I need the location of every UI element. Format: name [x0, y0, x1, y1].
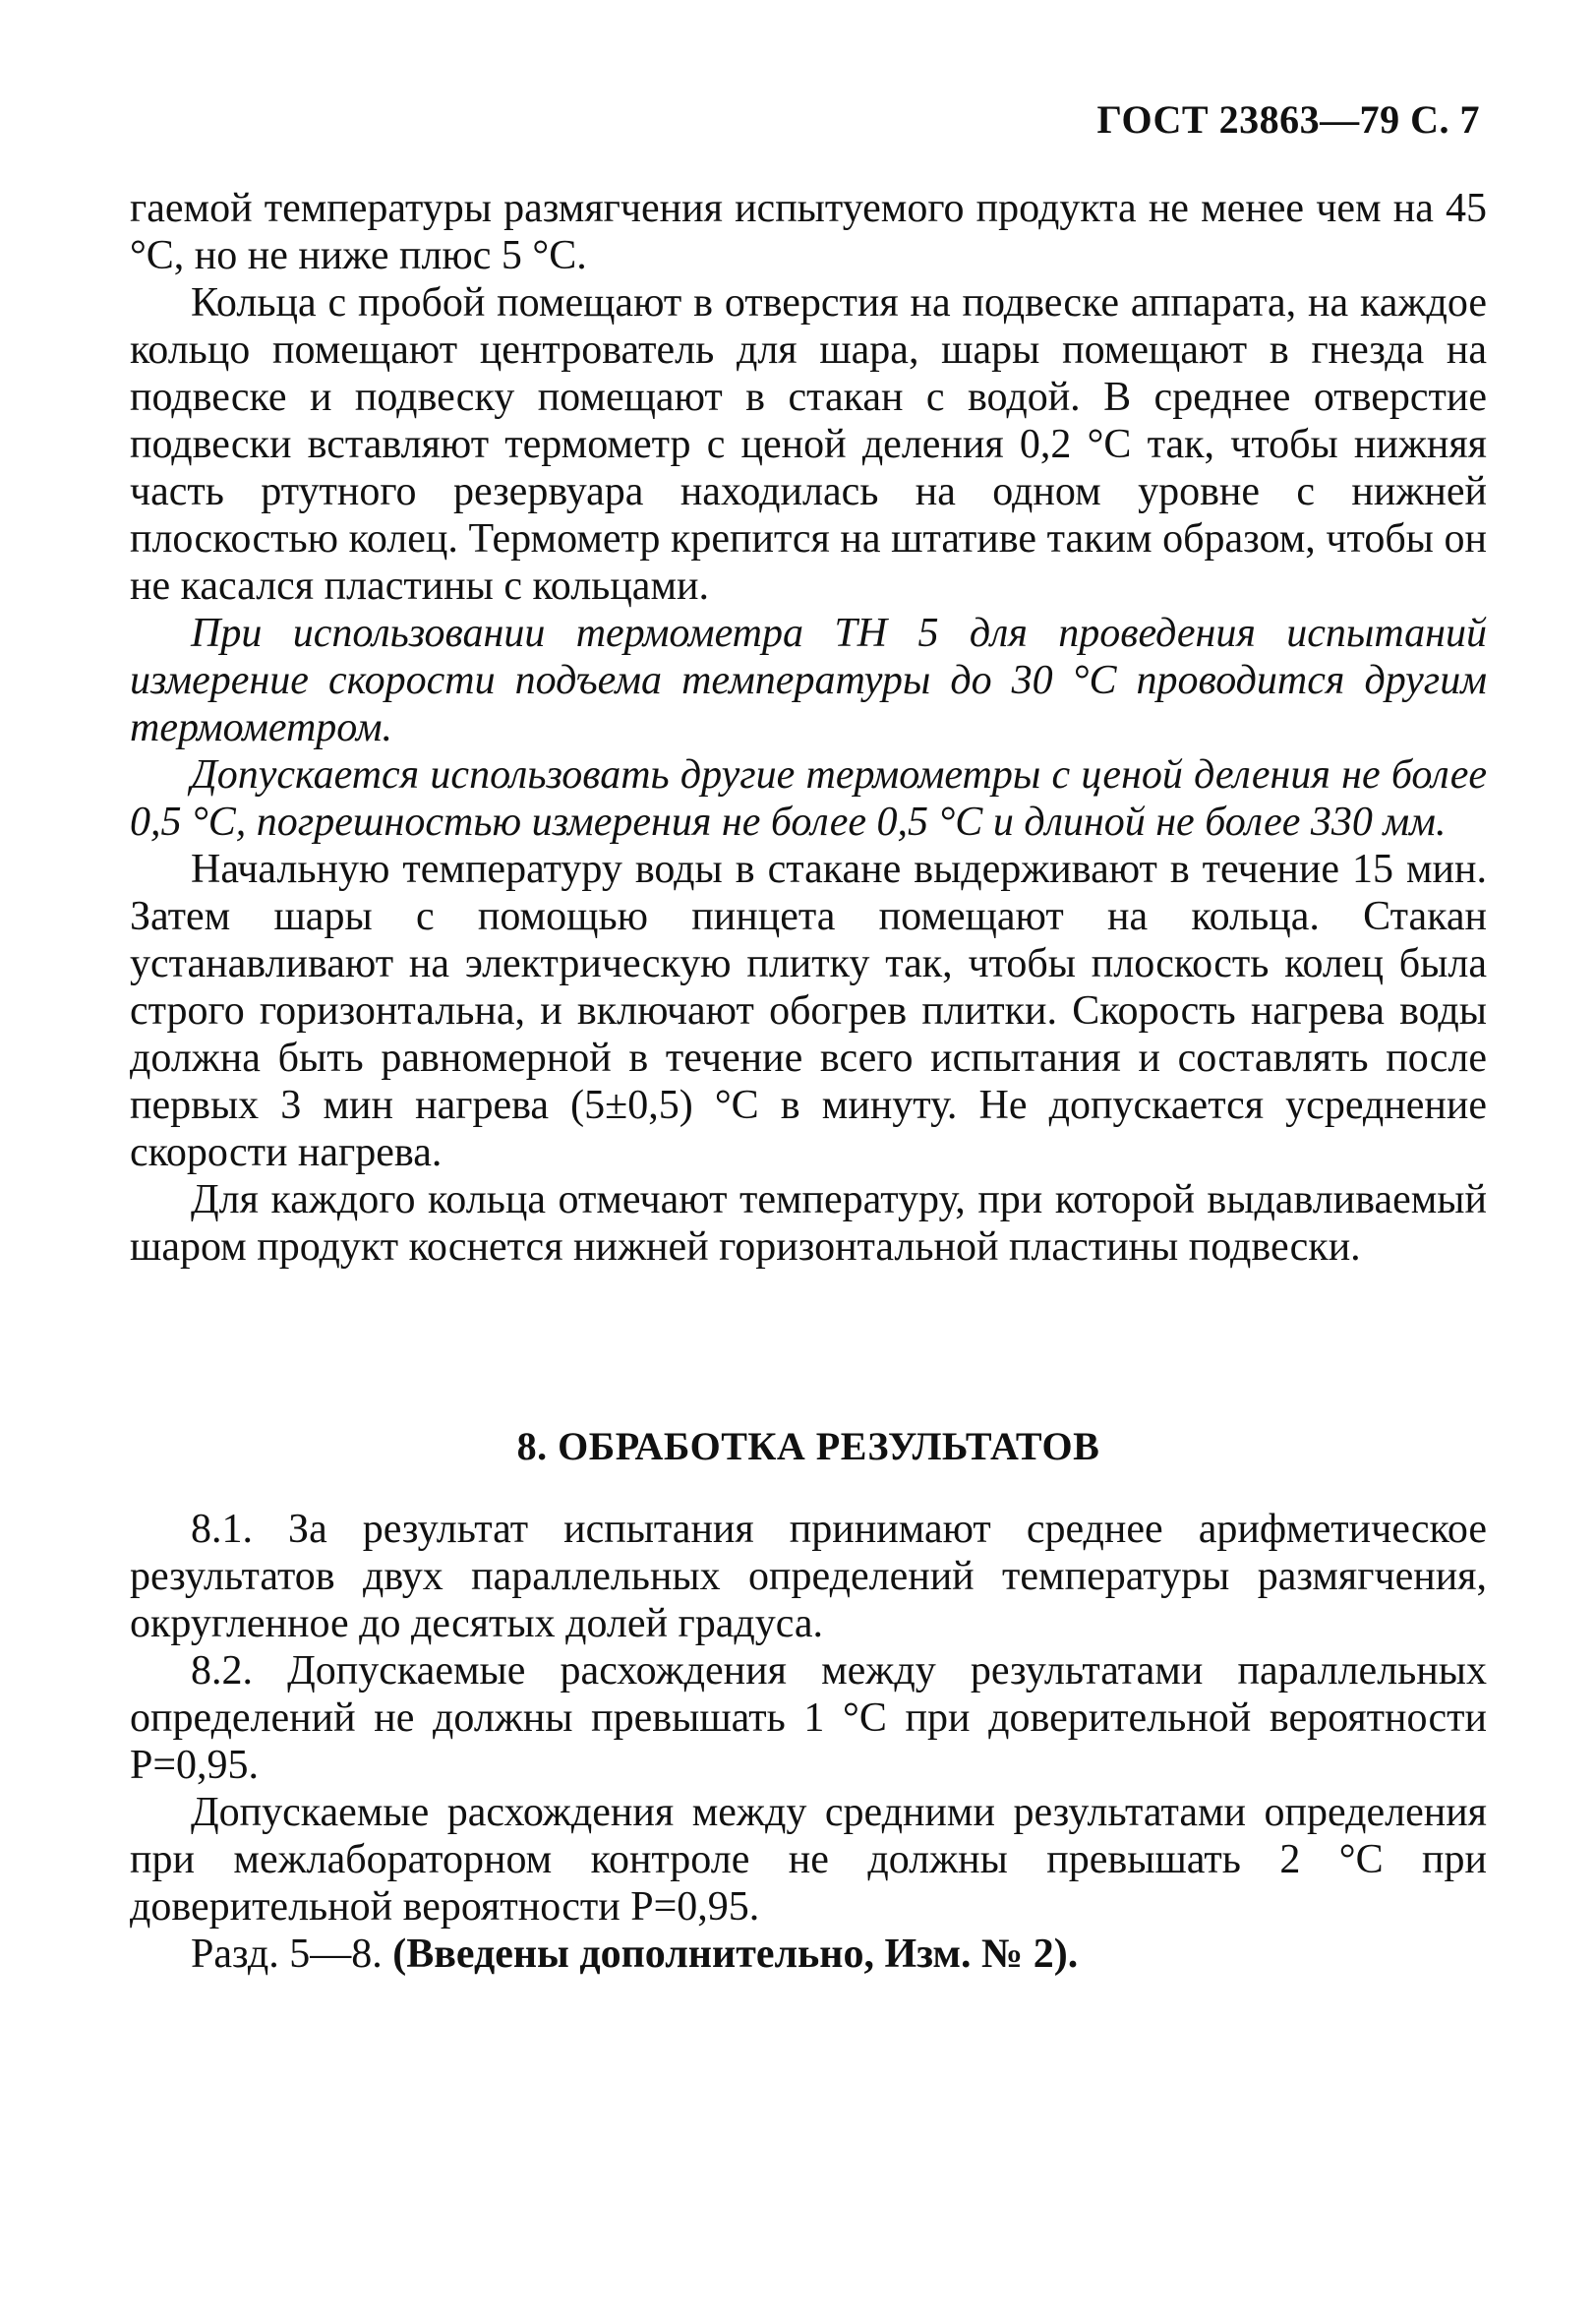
page-header: ГОСТ 23863—79 С. 7: [1096, 97, 1480, 142]
paragraph-8-1: 8.1. За результат испытания принимают среднее арифметическое результатов двух параллельных определений температуры размягчения, округленное до десятых долей градуса.: [130, 1507, 1487, 1646]
paragraph-8-2: 8.2. Допускаемые расхождения между результатами параллельных определений не должны превышать 1 °С при доверительной вероятности Р=0,95.: [130, 1648, 1487, 1788]
amendment-note-bold: (Введены дополнительно, Изм. № 2).: [392, 1932, 1079, 1977]
results-text-block: [130, 1506, 1487, 1978]
paragraph-thermometer-note: При использовании термометра ТН 5 для проведения испытаний измерение скорости подъема температуры до 30 °С проводится другим термометром.: [130, 611, 1487, 750]
paragraph-rings: Кольца с пробой помещают в отверстия на подвеске аппарата, на каждое кольцо помещают центрователь для шара, шары помещают в гнезда на подвеске и подвеску помещают в стакан с водой. В среднее отверстие подвески вставляют термометр с ценой деления 0,2 °С так, чтобы нижняя часть ртутного резервуара находилась на одном уровне с нижней плоскостью колец. Термометр крепится на штативе таким образом, чтобы он не касался пластины с кольцами.: [130, 280, 1487, 609]
body-text-block: [130, 185, 1487, 1271]
paragraph-heating: Начальную температуру воды в стакане выдерживают в течение 15 мин. Затем шары с помощью пинцета помещают на кольца. Стакан устанавливают на электрическую плитку так, чтобы плоскость колец была строго горизонтальна, и включают обогрев плитки. Скорость нагрева воды должна быть равномерной в течение всего испытания и составлять после первых 3 мин нагрева (5±0,5) °С в минуту. Не допускается усреднение скорости нагрева.: [130, 847, 1487, 1175]
paragraph-continuation: гаемой температуры размягчения испытуемого продукта не менее чем на 45 °С, но не ниже плюс 5 °С.: [130, 186, 1487, 278]
amendment-note-prefix: Разд. 5—8.: [191, 1932, 383, 1977]
paragraph-temperature-record: Для каждого кольца отмечают температуру, при которой выдавливаемый шаром продукт коснется нижней горизонтальной пластины подвески.: [130, 1177, 1487, 1270]
section-title: 8. ОБРАБОТКА РЕЗУЛЬТАТОВ: [516, 1424, 1100, 1468]
paragraph-interlab: Допускаемые расхождения между средними результатами определения при межлабораторном контроле не должны превышать 2 °С при доверительной вероятности Р=0,95.: [130, 1790, 1487, 1930]
amendment-note: [130, 1931, 1487, 1978]
paragraph-other-thermometers: Допускается использовать другие термометры с ценой деления не более 0,5 °С, погрешностью измерения не более 0,5 °С и длиной не более 330 мм.: [130, 752, 1487, 845]
